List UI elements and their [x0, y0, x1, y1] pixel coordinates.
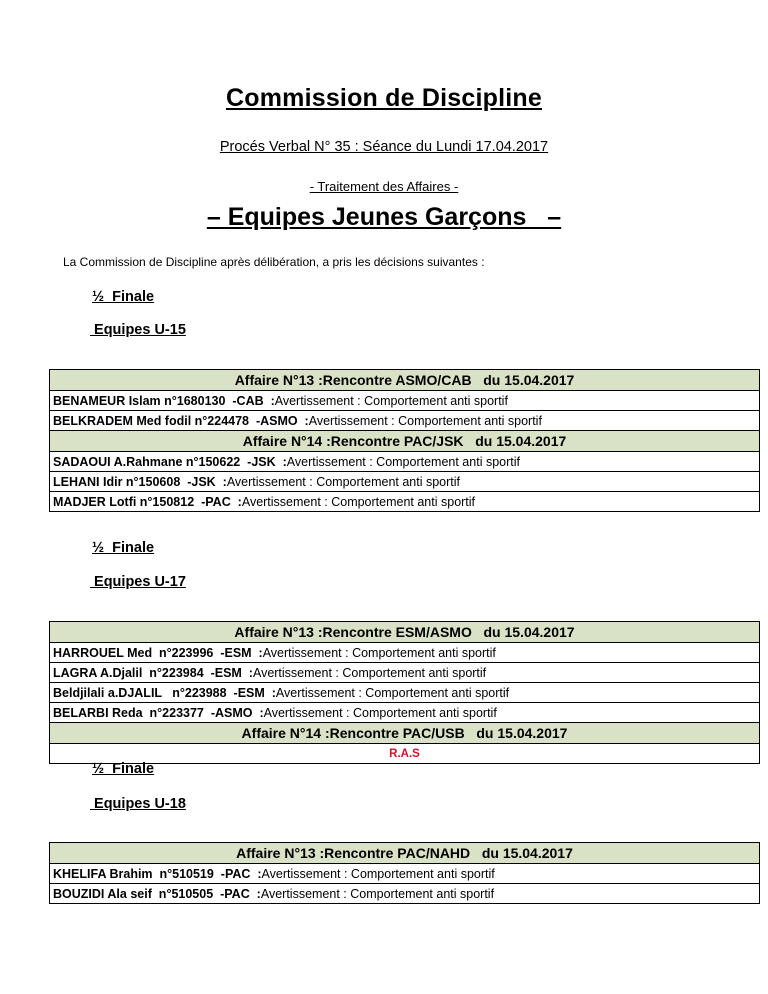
decision-text: Avertissement : Comportement anti sportif: [261, 866, 495, 881]
phase-heading: ½ Finale: [92, 761, 155, 777]
affair-header: Affaire N°13 :Rencontre PAC/NAHD du 15.04.2017: [50, 843, 760, 864]
player-info: KHELIFA Brahim n°510519 -PAC :: [53, 866, 262, 881]
decision-text: Avertissement : Comportement anti sportif: [226, 474, 461, 489]
intro-text: La Commission de Discipline après délibération, a pris les décisions suivantes :: [63, 255, 485, 269]
table-row: [50, 411, 760, 431]
affairs-table: [49, 842, 760, 904]
player-info: LAGRA A.Djalil n°223984 -ESM :: [53, 665, 253, 680]
table-row: [50, 391, 760, 411]
affair-header: Affaire N°13 :Rencontre ASMO/CAB du 15.04.2017: [50, 370, 760, 391]
team-heading: Equipes U-15: [90, 322, 186, 338]
ras-note: R.A.S: [50, 744, 760, 764]
decision-text: Avertissement : Comportement anti sportif: [241, 494, 476, 509]
table-row: [50, 452, 760, 472]
affair-header: Affaire N°14 :Rencontre PAC/JSK du 15.04.2017: [50, 431, 760, 452]
table-row: [50, 472, 760, 492]
table-row: [50, 492, 760, 512]
decision-text: Avertissement : Comportement anti sportif: [275, 685, 510, 700]
player-info: MADJER Lotfi n°150812 -PAC :: [53, 494, 242, 509]
affairs-table: [49, 369, 760, 512]
player-info: Beldjilali a.DJALIL n°223988 -ESM :: [53, 685, 276, 700]
player-info: BENAMEUR Islam n°1680130 -CAB :: [53, 393, 275, 408]
affair-header: Affaire N°13 :Rencontre ESM/ASMO du 15.04.2017: [50, 622, 760, 643]
decision-text: Avertissement : Comportement anti sportif: [308, 413, 542, 428]
player-info: LEHANI Idir n°150608 -JSK :: [53, 474, 227, 489]
player-info: BELARBI Reda n°223377 -ASMO :: [53, 705, 264, 720]
player-info: SADAOUI A.Rahmane n°150622 -JSK :: [53, 454, 287, 469]
decision-text: Avertissement : Comportement anti sportif: [262, 645, 496, 660]
affair-header: Affaire N°14 :Rencontre PAC/USB du 15.04.2017: [50, 723, 760, 744]
player-info: BELKRADEM Med fodil n°224478 -ASMO :: [53, 413, 309, 428]
decision-text: Avertissement : Comportement anti sportif: [252, 665, 487, 680]
table-row: [50, 864, 760, 884]
team-heading: Equipes U-18: [90, 796, 186, 812]
session-subtitle: Procés Verbal N° 35 : Séance du Lundi 17.04.2017: [219, 139, 549, 155]
treatment-heading: - Traitement des Affaires -: [309, 179, 459, 194]
phase-heading: ½ Finale: [92, 289, 155, 305]
decision-text: Avertissement : Comportement anti sportif: [274, 393, 508, 408]
table-row: [50, 683, 760, 703]
table-row: [50, 884, 760, 904]
table-row: [50, 643, 760, 663]
table-row: [50, 663, 760, 683]
player-info: HARROUEL Med n°223996 -ESM :: [53, 645, 263, 660]
document-title: Commission de Discipline: [226, 84, 542, 112]
decision-text: Avertissement : Comportement anti sportif: [260, 886, 495, 901]
phase-heading: ½ Finale: [92, 540, 155, 556]
table-row: [50, 703, 760, 723]
category-heading: – Equipes Jeunes Garçons –: [206, 203, 562, 231]
affairs-table: [49, 621, 760, 764]
decision-text: Avertissement : Comportement anti sportif: [263, 705, 497, 720]
player-info: BOUZIDI Ala seif n°510505 -PAC :: [53, 886, 261, 901]
decision-text: Avertissement : Comportement anti sportif: [286, 454, 520, 469]
team-heading: Equipes U-17: [90, 574, 186, 590]
